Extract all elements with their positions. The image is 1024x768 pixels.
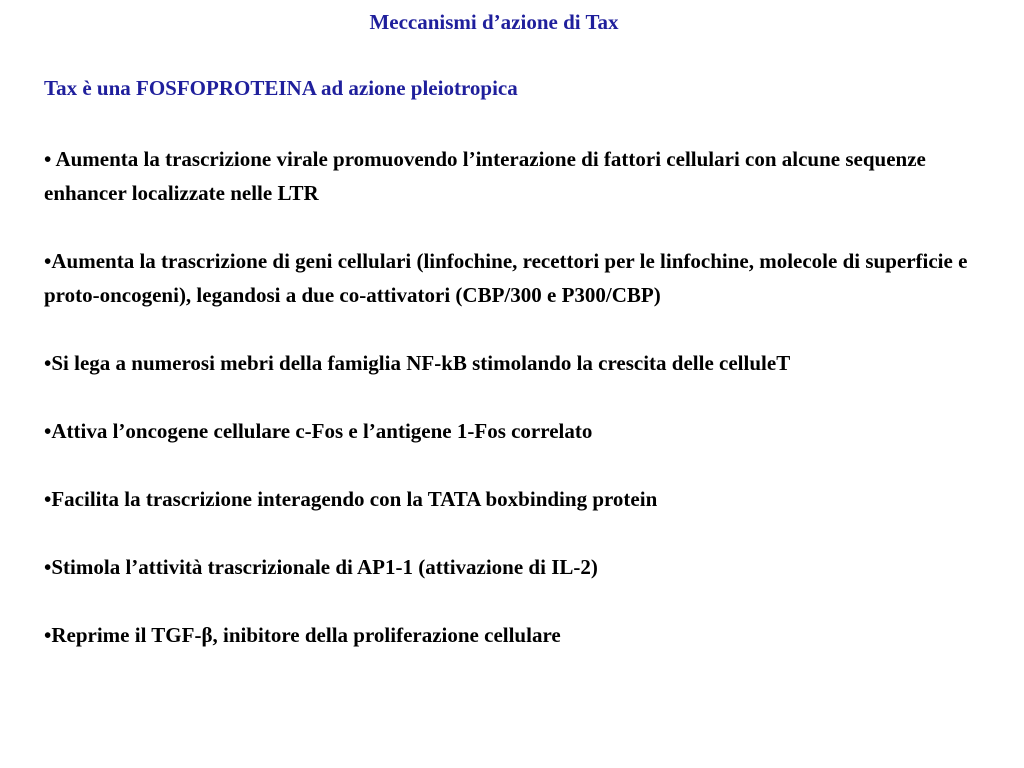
- bullet-text: Attiva l’oncogene cellulare c-Fos e l’antigene 1-Fos correlato: [51, 419, 593, 443]
- bullet-marker: •: [44, 351, 52, 375]
- bullet-text: Aumenta la trascrizione di geni cellulari (linfochine, recettori per le linfochine, molecole di superficie e proto-oncogeni), legandosi a due co-attivatori (CBP/300 e P300/CBP): [44, 249, 968, 307]
- bullet-text: Facilita la trascrizione interagendo con la TATA boxbinding protein: [51, 487, 658, 511]
- bullet-text: Stimola l’attività trascrizionale di AP1-1 (attivazione di IL-2): [51, 555, 598, 579]
- bullet-marker: •: [44, 555, 52, 579]
- bullet-marker: •: [44, 419, 52, 443]
- bullet-item: [44, 618, 974, 652]
- slide-subtitle: Tax è una FOSFOPROTEINA ad azione pleiotropica: [44, 76, 518, 100]
- bullet-list: [44, 142, 984, 652]
- bullet-item: [44, 550, 974, 584]
- bullet-item: [44, 244, 974, 312]
- bullet-marker: •: [44, 249, 52, 273]
- bullet-text: Si lega a numerosi mebri della famiglia NF-kB stimolando la crescita delle celluleT: [51, 351, 791, 375]
- bullet-marker: •: [44, 623, 52, 647]
- bullet-item: [44, 346, 974, 380]
- bullet-item: [44, 482, 974, 516]
- bullet-item: [44, 142, 974, 210]
- bullet-text: Reprime il TGF-β, inibitore della proliferazione cellulare: [51, 623, 561, 647]
- bullet-marker: •: [44, 487, 52, 511]
- bullet-text: Aumenta la trascrizione virale promuovendo l’interazione di fattori cellulari con alcune sequenze enhancer localizzate nelle LTR: [44, 147, 926, 205]
- slide-title: Meccanismi d’azione di Tax: [369, 10, 619, 34]
- bullet-marker: •: [44, 147, 52, 171]
- bullet-item: [44, 414, 974, 448]
